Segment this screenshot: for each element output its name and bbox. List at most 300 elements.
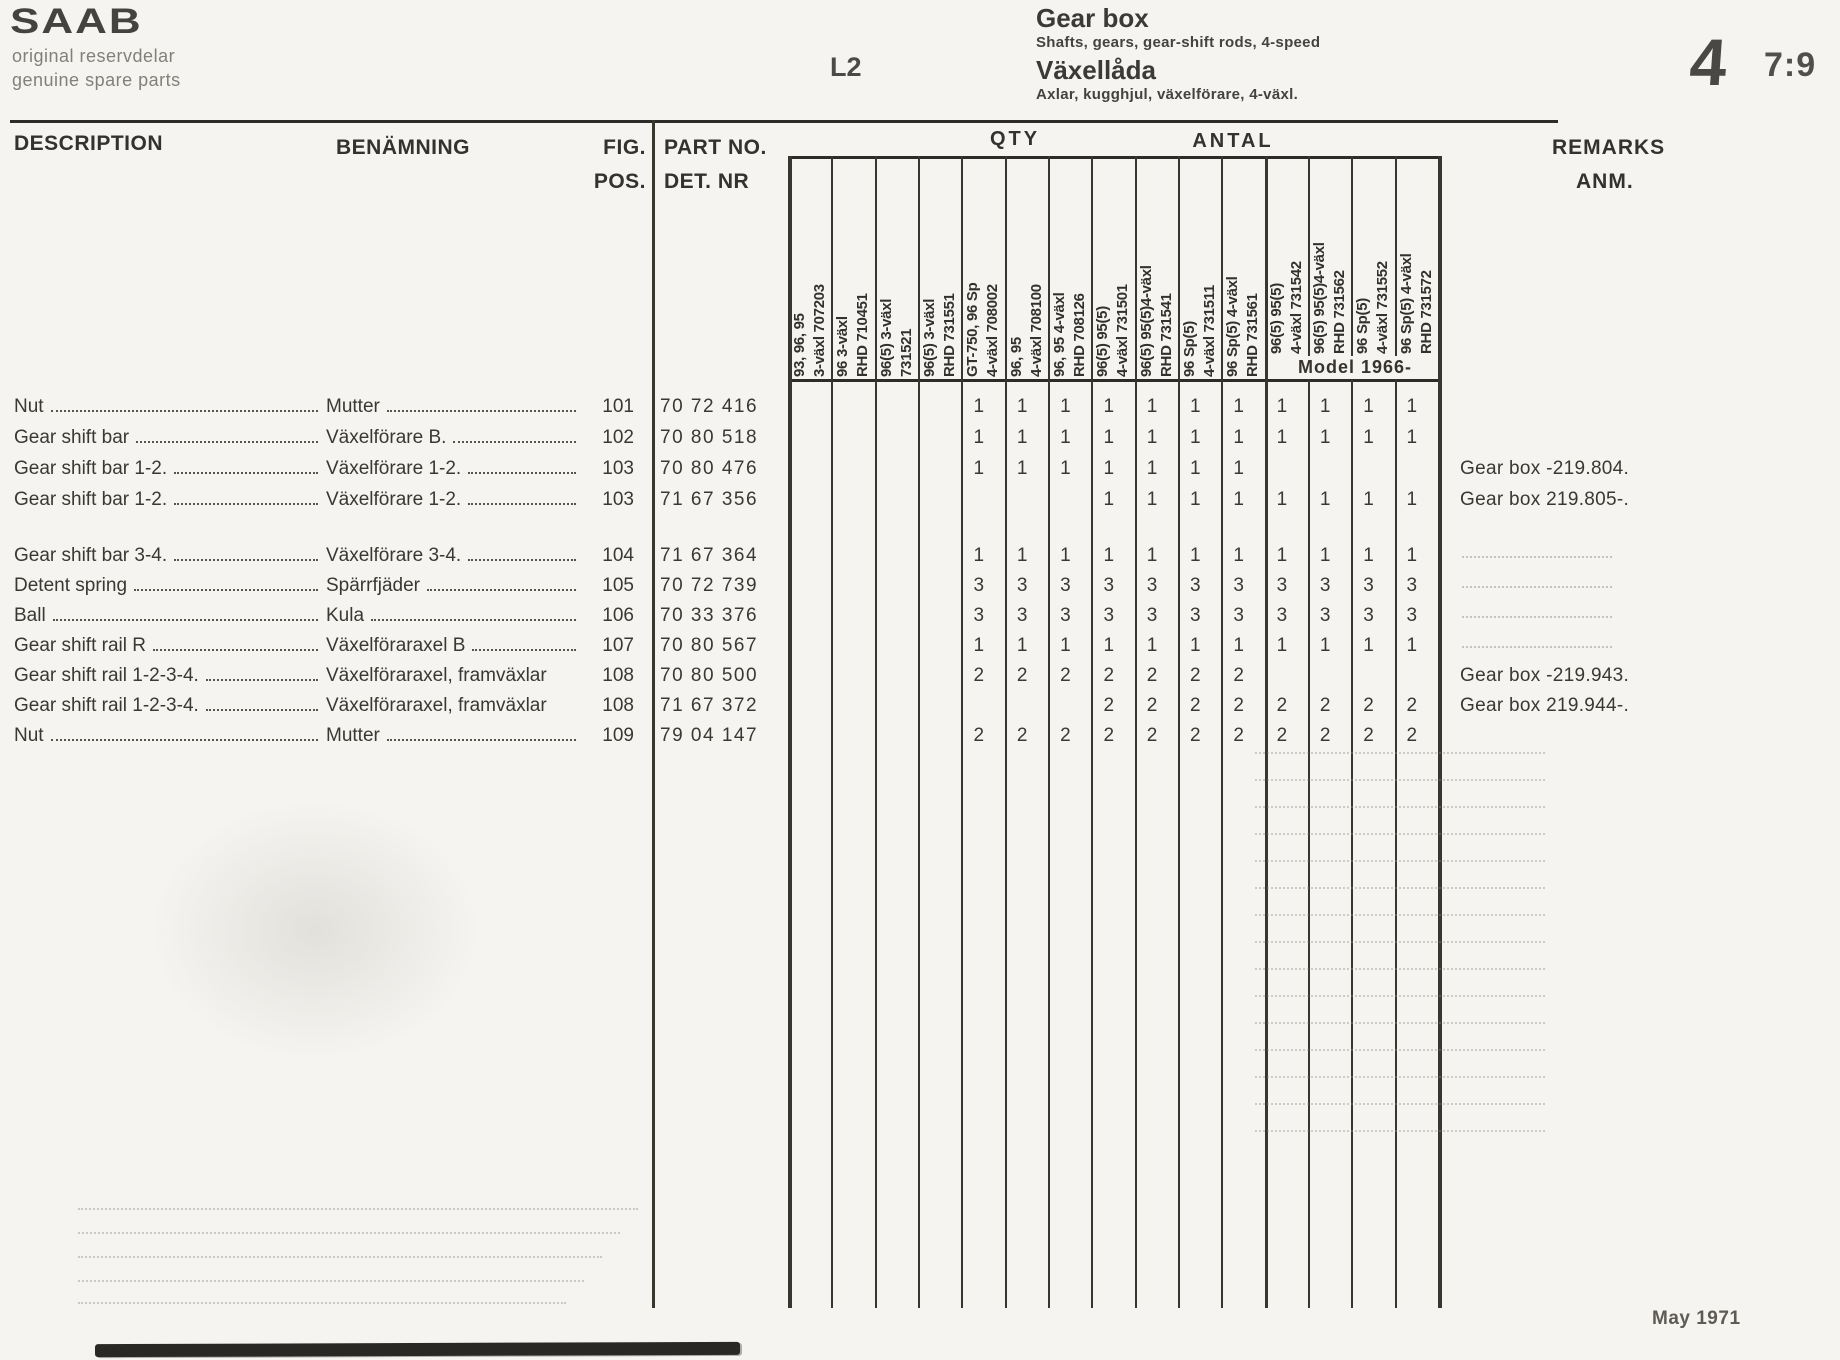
variant-column-header: [961, 162, 1004, 377]
qty-cell: 2: [1406, 695, 1418, 716]
remark-cell: Gear box -219.804.: [1460, 458, 1630, 479]
variant-model-label: 93, 96, 95: [791, 313, 808, 377]
qty-cell: 1: [1190, 396, 1201, 417]
subtitle-swedish: Axlar, kugghjul, växelförare, 4-växl.: [1036, 86, 1299, 103]
variant-partnumber-label: RHD 710451: [853, 293, 871, 377]
variant-column-header: [918, 162, 961, 377]
benamning-text: Växelföraraxel B: [326, 635, 466, 656]
qty-cell: [827, 695, 870, 717]
qty-cell: 3: [973, 605, 985, 626]
qty-cell: [871, 427, 914, 449]
description-text: Nut: [14, 725, 44, 746]
scan-artifact-dotted-line: [1255, 1076, 1545, 1078]
scan-artifact-dotted-line: [1255, 833, 1545, 835]
qty-cell: 1: [1406, 427, 1418, 448]
qty-cell: 1: [1146, 489, 1158, 510]
qty-cell: [827, 725, 870, 747]
column-header-fig: FIG.: [603, 136, 646, 159]
benamning-cell: [326, 396, 584, 418]
qty-cell: 3: [1406, 575, 1418, 596]
qty-cell: 1: [1146, 427, 1158, 448]
scan-artifact-dotted-line: [1255, 806, 1545, 808]
qty-cell: 3: [1233, 605, 1244, 626]
scan-artifact-dotted-line: [1255, 941, 1545, 943]
qty-cell: 1: [973, 427, 985, 448]
dotted-leader: [387, 739, 576, 741]
qty-cell: 1: [1146, 545, 1158, 566]
qty-cell: [871, 575, 914, 597]
variant-column-header: [875, 162, 918, 377]
qty-cell: 1: [1319, 396, 1331, 417]
column-header-remarks: REMARKS: [1552, 136, 1666, 159]
qty-cell: 3: [1146, 575, 1158, 596]
section-number: 4: [1687, 25, 1730, 99]
qty-cells: [784, 396, 1434, 418]
qty-cell: [827, 575, 870, 597]
qty-cell: 1: [1016, 427, 1028, 448]
qty-cell: 2: [973, 665, 985, 686]
fig-pos-cell: 106: [602, 605, 634, 626]
variant-column-header: [1395, 162, 1438, 354]
qty-cell: [784, 605, 827, 627]
variant-column-header: [831, 162, 874, 377]
table-row: [0, 691, 1840, 721]
qty-cell: [914, 489, 957, 511]
qty-cell: [871, 605, 914, 627]
scan-artifact-dotted-line: [78, 1256, 602, 1258]
qty-cell: [784, 489, 827, 511]
variant-model-label: 96(5) 3-växl: [877, 298, 895, 377]
scan-artifact-dotted-line: [1255, 1022, 1545, 1024]
description-text: Gear shift rail 1-2-3-4.: [14, 665, 199, 686]
dotted-leader: [174, 472, 318, 474]
remark-cell: Gear box 219.805-.: [1460, 489, 1630, 510]
part-number-cell: 70 80 476: [660, 458, 759, 479]
qty-cell: 3: [1233, 575, 1244, 596]
qty-cells: [784, 427, 1434, 449]
part-number-cell: 79 04 147: [660, 725, 759, 746]
benamning-text: Växelföraraxel, framväxlar: [326, 665, 547, 686]
fig-pos-cell: 103: [602, 489, 634, 510]
variant-partnumber-label: 4-växl 731542: [1287, 261, 1305, 354]
qty-cell: 1: [1016, 396, 1028, 417]
subtitle-english: Shafts, gears, gear-shift rods, 4-speed: [1036, 34, 1321, 51]
qty-cell: 1: [1406, 396, 1418, 417]
variant-model-label: 96 Sp(5) 4-växl: [1397, 253, 1415, 354]
qty-cell: 1: [1276, 635, 1288, 656]
dotted-leader: [206, 709, 318, 711]
table-row: [0, 571, 1840, 601]
dotted-leader: [206, 679, 318, 681]
qty-cell: 1: [1146, 396, 1158, 417]
variant-column-header: [1005, 162, 1048, 377]
description-text: Gear shift bar: [14, 427, 130, 448]
table-row: [0, 601, 1840, 631]
benamning-text: Mutter: [326, 396, 380, 417]
qty-cell: 2: [1146, 695, 1158, 716]
table-row: [0, 485, 1840, 515]
qty-cell: 1: [1016, 458, 1028, 479]
qty-cells: [784, 725, 1434, 747]
scan-artifact-dotted-line: [1255, 968, 1545, 970]
qty-cell: [914, 605, 957, 627]
qty-cell: 3: [1103, 605, 1115, 626]
qty-cell: 1: [1319, 545, 1331, 566]
column-header-qty: QTY: [989, 128, 1041, 150]
qty-cell: 2: [1276, 695, 1288, 716]
qty-cell: 1: [1233, 545, 1244, 566]
qty-cells: [784, 575, 1434, 597]
qty-cell: 1: [1190, 489, 1201, 510]
qty-cells: [784, 695, 1434, 717]
qty-cell: 1: [1103, 396, 1115, 417]
qty-cell: 1: [973, 635, 985, 656]
qty-cell: [1000, 695, 1043, 717]
variant-column-header: [1135, 162, 1178, 377]
qty-cell: 1: [1276, 489, 1288, 510]
qty-cell: 1: [1233, 489, 1244, 510]
qty-cell: [827, 665, 870, 687]
table-top-rule: [10, 120, 1558, 123]
qty-cell: 2: [1319, 695, 1331, 716]
qty-cell: [914, 725, 957, 747]
scan-artifact-dotted-line: [1255, 1103, 1545, 1105]
description-cell: [14, 605, 326, 627]
dotted-leader: [51, 739, 318, 741]
benamning-text: Mutter: [326, 725, 380, 746]
qty-cell: 2: [973, 725, 985, 746]
variant-model-label: 96, 95 4-växl: [1051, 292, 1068, 377]
variant-model-label: 96(5) 3-växl: [921, 298, 938, 377]
variant-header-underline: [788, 379, 1439, 382]
qty-cell: 1: [1319, 635, 1331, 656]
qty-cell: [914, 575, 957, 597]
qty-cell: 1: [1190, 545, 1201, 566]
description-cell: [14, 458, 326, 480]
qty-cell: 1: [1060, 545, 1071, 566]
qty-cell: [871, 545, 914, 567]
fig-pos-cell: 107: [602, 635, 634, 656]
benamning-text: Växelförare 3-4.: [326, 545, 462, 566]
fig-pos-cell: 105: [602, 575, 634, 596]
fig-pos-cell: 101: [602, 396, 634, 417]
column-header-anm: ANM.: [1576, 170, 1634, 193]
variant-column-header: [1091, 162, 1134, 377]
qty-cell: [871, 396, 914, 418]
qty-cell: 1: [1276, 427, 1288, 448]
qty-cell: 1: [1276, 545, 1288, 566]
part-number-cell: 70 80 567: [660, 635, 759, 656]
qty-cell: [1000, 489, 1043, 511]
qty-cell: 3: [1190, 575, 1201, 596]
part-number-cell: 70 80 500: [660, 665, 759, 686]
benamning-cell: [326, 695, 584, 717]
qty-cell: 2: [1276, 725, 1288, 746]
title-block: [1036, 4, 1320, 106]
benamning-cell: [326, 427, 584, 449]
qty-cell: 3: [1190, 605, 1201, 626]
scan-artifact-dotted-line: [78, 1208, 638, 1210]
qty-cell: 2: [1103, 665, 1115, 686]
dotted-leader: [468, 472, 576, 474]
fig-pos-cell: 108: [602, 665, 634, 686]
qty-cell: 2: [1319, 725, 1331, 746]
part-number-cell: 70 33 376: [660, 605, 759, 626]
scan-artifact-dotted-line: [1255, 1049, 1545, 1051]
qty-cell: 1: [1146, 458, 1158, 479]
qty-cell: 2: [1190, 665, 1201, 686]
qty-cell: 1: [1146, 635, 1158, 656]
qty-cell: [914, 458, 957, 480]
qty-cell: [957, 695, 1000, 717]
scan-artifact-dotted-line: [78, 1302, 566, 1304]
variant-model-label: GT-750, 96 Sp: [964, 282, 982, 377]
qty-cell: 2: [1233, 665, 1244, 686]
qty-cell: [914, 695, 957, 717]
benamning-text: Växelförare 1-2.: [326, 458, 462, 479]
part-number-cell: 70 80 518: [660, 427, 759, 448]
description-text: Gear shift bar 1-2.: [14, 489, 168, 510]
qty-cell: 2: [1103, 695, 1115, 716]
qty-cell: 1: [1190, 458, 1201, 479]
qty-cell: [827, 545, 870, 567]
qty-cell: [784, 665, 827, 687]
qty-cell: 1: [1190, 635, 1201, 656]
qty-cells: [784, 635, 1434, 657]
description-cell: [14, 545, 326, 567]
dotted-leader: [51, 410, 318, 412]
dotted-leader: [468, 503, 576, 505]
variant-partnumber-label: 4-växl 708100: [1027, 284, 1045, 377]
qty-cell: 3: [1060, 605, 1071, 626]
title-swedish: Växellåda: [1036, 55, 1156, 85]
qty-cell: 3: [1016, 605, 1028, 626]
qty-cell: [1260, 665, 1303, 687]
variant-partnumber-label: RHD 731572: [1417, 270, 1435, 354]
qty-cell: 1: [1103, 635, 1115, 656]
description-text: Gear shift rail 1-2-3-4.: [14, 695, 199, 716]
scan-blotch: [150, 800, 480, 1060]
table-row: [0, 454, 1840, 484]
description-cell: [14, 635, 326, 657]
table-row: [0, 721, 1840, 751]
scan-artifact-dotted-line: [1255, 914, 1545, 916]
plate-code: L2: [830, 52, 862, 82]
fig-pos-cell: 102: [602, 427, 634, 448]
table-row: [0, 631, 1840, 661]
dotted-leader: [136, 441, 318, 443]
description-cell: [14, 396, 326, 418]
qty-cell: 1: [1060, 396, 1071, 417]
qty-cell: 3: [1406, 605, 1418, 626]
qty-cells: [784, 665, 1434, 687]
qty-cell: 3: [1016, 575, 1028, 596]
qty-cell: [914, 635, 957, 657]
variant-model-label: 96 Sp(5) 4-växl: [1224, 276, 1242, 377]
qty-cell: 3: [1276, 605, 1288, 626]
fig-pos-cell: 109: [602, 725, 634, 746]
benamning-cell: [326, 665, 584, 687]
qty-cell: [871, 695, 914, 717]
variant-partnumber-label: 4-växl 731501: [1113, 284, 1131, 377]
qty-cell: 2: [1146, 725, 1158, 746]
variant-model-label: 96 Sp(5): [1181, 321, 1198, 377]
scan-artifact-dotted-line: [1255, 887, 1545, 889]
dotted-leader: [134, 589, 318, 591]
variant-column-header: [1178, 162, 1221, 377]
qty-cell: 1: [1103, 458, 1115, 479]
dotted-leader: [153, 649, 318, 651]
qty-cell: [1304, 458, 1347, 480]
benamning-cell: [326, 458, 584, 480]
benamning-text: Växelföraraxel, framväxlar: [326, 695, 547, 716]
column-header-antal: ANTAL: [1192, 130, 1274, 152]
description-text: Gear shift rail R: [14, 635, 146, 656]
brand-line-swedish: original reservdelar: [12, 46, 176, 66]
variant-partnumber-label: 4-växl 731511: [1200, 284, 1218, 377]
qty-cell: 2: [1060, 725, 1071, 746]
benamning-text: Spärrfjäder: [326, 575, 420, 596]
qty-cell: 1: [1406, 489, 1418, 510]
qty-cell: 1: [1363, 635, 1374, 656]
qty-cells: [784, 605, 1434, 627]
description-text: Detent spring: [14, 575, 128, 596]
table-row: [0, 392, 1840, 422]
benamning-text: Växelförare B.: [326, 427, 447, 448]
qty-cell: [871, 489, 914, 511]
qty-cell: 1: [1363, 545, 1374, 566]
qty-cell: 1: [1276, 396, 1288, 417]
qty-cell: 3: [1276, 575, 1288, 596]
qty-cell: 1: [1363, 427, 1374, 448]
qty-cell: 2: [1233, 695, 1244, 716]
qty-cell: [1390, 665, 1433, 687]
qty-cell: 1: [1233, 396, 1244, 417]
qty-cell: 2: [1363, 725, 1374, 746]
qty-cell: 2: [1016, 725, 1028, 746]
dotted-leader: [174, 559, 318, 561]
variant-partnumber-label: RHD 731551: [940, 293, 958, 377]
column-header-part-no: PART NO.: [664, 136, 767, 159]
scan-artifact-dotted-line: [1255, 1130, 1545, 1132]
model-1966-band: Model 1966-: [1274, 356, 1436, 379]
part-number-cell: 71 67 356: [660, 489, 759, 510]
qty-cell: [1390, 458, 1433, 480]
variant-partnumber-label: 4-växl 708002: [983, 284, 1001, 377]
qty-cell: [784, 545, 827, 567]
qty-cell: [1347, 665, 1390, 687]
qty-cell: 1: [1103, 545, 1115, 566]
scan-artifact-dotted-line: [78, 1232, 620, 1234]
variant-partnumber-label: RHD 708126: [1070, 293, 1088, 377]
qty-cell: 1: [1016, 635, 1028, 656]
fig-pos-cell: 108: [602, 695, 634, 716]
variant-partnumber-label: RHD 731562: [1330, 270, 1348, 354]
dotted-leader: [468, 559, 576, 561]
saab-logo: SAAB: [10, 2, 143, 42]
qty-cell: [827, 427, 870, 449]
dotted-leader: [427, 589, 576, 591]
variant-model-label: 96(5) 95(5): [1094, 306, 1112, 377]
qty-cell: 3: [1319, 605, 1331, 626]
variant-column-header: [1221, 162, 1264, 377]
qty-cell: 1: [973, 545, 985, 566]
benamning-cell: [326, 489, 584, 511]
qty-cell: [914, 545, 957, 567]
qty-cell: 1: [1406, 635, 1418, 656]
description-cell: [14, 695, 326, 717]
column-header-description: DESCRIPTION: [14, 132, 164, 155]
footer-date: May 1971: [1652, 1308, 1741, 1329]
remark-cell: Gear box 219.944-.: [1460, 695, 1630, 716]
description-cell: [14, 427, 326, 449]
description-text: Gear shift bar 3-4.: [14, 545, 168, 566]
benamning-cell: [326, 575, 584, 597]
variant-partnumber-label: RHD 731561: [1243, 293, 1261, 377]
qty-cell: 2: [1363, 695, 1374, 716]
variant-column-header: [1265, 162, 1308, 354]
variant-model-label: 96 3-växl: [834, 316, 852, 377]
scan-artifact-dotted-line: [1255, 995, 1545, 997]
description-cell: [14, 725, 326, 747]
variant-model-label: 96(5) 95(5)4-växl: [1137, 265, 1155, 377]
variant-model-label: 96(5) 95(5): [1267, 283, 1285, 354]
variant-model-label: 96, 95: [1007, 337, 1025, 377]
qty-cell: 1: [1060, 458, 1071, 479]
variant-model-label: 96(5) 95(5)4-växl: [1311, 242, 1328, 354]
benamning-cell: [326, 725, 584, 747]
benamning-cell: [326, 635, 584, 657]
qty-cell: [1304, 665, 1347, 687]
column-header-benamning: BENÄMNING: [336, 136, 470, 159]
qty-cells: [784, 545, 1434, 567]
part-number-cell: 71 67 372: [660, 695, 759, 716]
qty-cell: [784, 427, 827, 449]
qty-cell: 3: [1060, 575, 1071, 596]
page-reference: 7:9: [1764, 46, 1817, 84]
qty-cell: [871, 635, 914, 657]
part-number-cell: 70 72 416: [660, 396, 759, 417]
part-number-cell: 70 72 739: [660, 575, 759, 596]
description-cell: [14, 575, 326, 597]
qty-cell: [827, 458, 870, 480]
qty-cell: [784, 635, 827, 657]
variant-column-header: [788, 162, 831, 377]
qty-cell: 1: [1363, 396, 1374, 417]
dotted-leader: [53, 619, 318, 621]
qty-cell: 3: [1146, 605, 1158, 626]
table-row: [0, 541, 1840, 571]
qty-cell: 2: [1103, 725, 1115, 746]
qty-cell: [784, 396, 827, 418]
dotted-leader: [472, 649, 576, 651]
qty-cell: 1: [1233, 458, 1244, 479]
qty-cells: [784, 489, 1434, 511]
description-text: Ball: [14, 605, 46, 626]
qty-cell: 2: [1016, 665, 1028, 686]
qty-cell: 2: [1190, 695, 1201, 716]
benamning-cell: [326, 605, 584, 627]
qty-cell: 1: [1190, 427, 1201, 448]
variant-partnumber-label: 731521: [897, 328, 915, 377]
qty-cell: [914, 427, 957, 449]
qty-cell: 1: [1406, 545, 1418, 566]
scan-artifact-dotted-line: [1255, 860, 1545, 862]
variant-partnumber-label: 3-växl 707203: [810, 284, 828, 377]
description-text: Gear shift bar 1-2.: [14, 458, 168, 479]
scan-smudge-bar: [95, 1342, 740, 1357]
fig-pos-cell: 104: [602, 545, 634, 566]
